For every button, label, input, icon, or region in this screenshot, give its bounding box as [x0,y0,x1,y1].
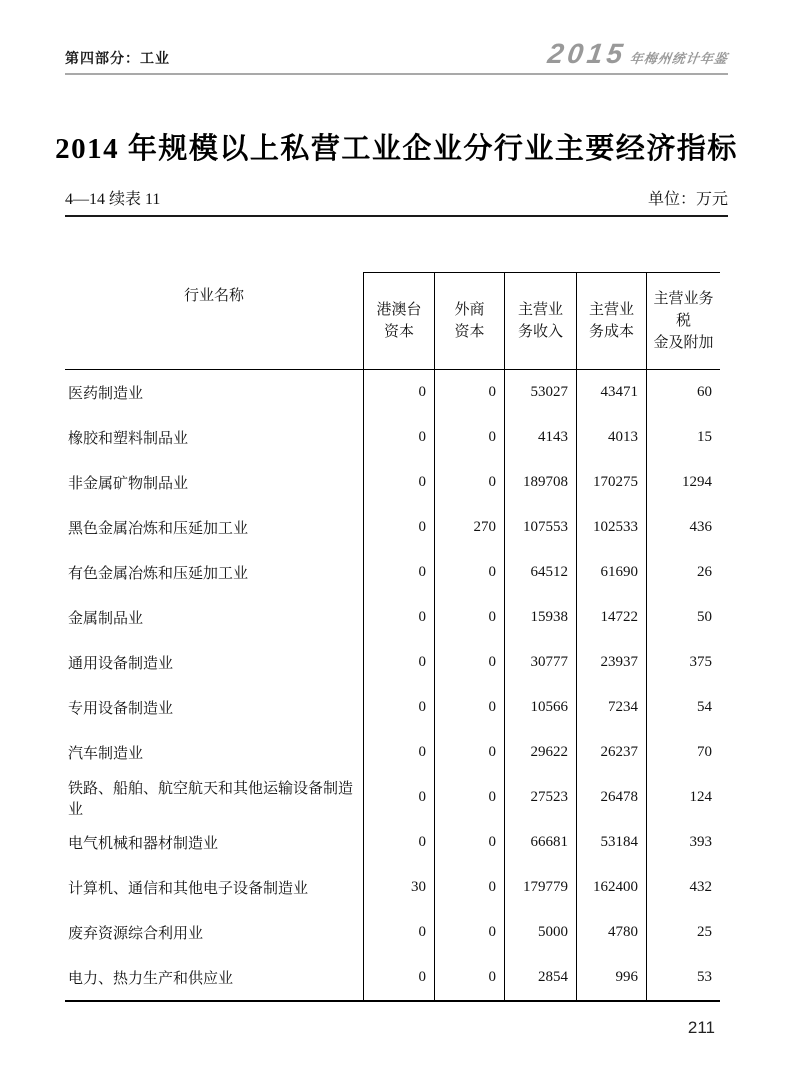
value-cell: 15938 [504,595,576,640]
value-cell: 54 [646,685,720,730]
header-line: 资本 [454,324,485,340]
industry-name-cell: 黑色金属冶炼和压延加工业 [68,521,249,537]
value-cell: 0 [363,730,434,775]
value-cell: 0 [434,415,504,460]
value-cell: 0 [434,370,504,415]
value-cell: 53027 [504,370,576,415]
value-cell: 15 [646,415,720,460]
value-cell: 10566 [504,685,576,730]
industry-name-cell: 橡胶和塑料制品业 [68,431,189,447]
value-cell: 1294 [646,460,720,505]
value-cell: 0 [434,820,504,865]
value-cell: 375 [646,640,720,685]
value-cell: 0 [363,415,434,460]
value-cell: 27523 [504,775,576,820]
value-cell: 26 [646,550,720,595]
value-cell: 996 [576,955,646,1000]
value-cell: 61690 [576,550,646,595]
value-cell: 64512 [504,550,576,595]
industry-name-cell: 金属制品业 [68,611,144,627]
value-cell: 7234 [576,685,646,730]
unit-label: 单位：万元 [647,191,728,208]
value-cell: 0 [363,595,434,640]
industry-name-cell: 电力、热力生产和供应业 [68,971,234,987]
value-cell: 0 [363,685,434,730]
industry-name-cell: 有色金属冶炼和压延加工业 [68,566,249,582]
table-subheader [65,186,728,217]
value-cell: 70 [646,730,720,775]
industry-name-cell: 非金属矿物制品业 [68,476,189,492]
value-cell: 432 [646,865,720,910]
industry-name-cell: 计算机、通信和其他电子设备制造业 [68,881,309,897]
column-header-industry-name: 行业名称 [65,272,363,370]
value-cell: 0 [434,550,504,595]
header-line: 金及附加 [653,335,714,351]
value-cell: 0 [363,775,434,820]
value-cell: 0 [363,505,434,550]
header-line: 务收入 [517,324,563,340]
value-cell: 26478 [576,775,646,820]
value-cell: 0 [363,370,434,415]
header-line: 外商 [454,302,485,318]
value-cell: 0 [434,460,504,505]
header-line: 主营业 [588,302,634,318]
value-cell: 0 [363,550,434,595]
running-header [65,40,728,75]
value-cell: 170275 [576,460,646,505]
column-header-tax-surcharge [646,272,720,370]
value-cell: 4780 [576,910,646,955]
value-cell: 0 [434,775,504,820]
value-cell: 0 [434,955,504,1000]
value-cell: 270 [434,505,504,550]
value-cell: 53 [646,955,720,1000]
page-title: 2014 年规模以上私营工业企业分行业主要经济指标 [55,133,738,165]
value-cell: 189708 [504,460,576,505]
value-cell: 0 [434,730,504,775]
industry-table [65,272,720,1002]
value-cell: 50 [646,595,720,640]
header-line: 港澳台 [376,302,422,318]
value-cell: 26237 [576,730,646,775]
value-cell: 0 [363,910,434,955]
value-cell: 30777 [504,640,576,685]
value-cell: 0 [363,820,434,865]
industry-name-cell: 废弃资源综合利用业 [68,926,204,942]
column-header-foreign-capital [434,272,504,370]
value-cell: 43471 [576,370,646,415]
section-label: 第四部分：工业 [65,50,170,66]
value-cell: 29622 [504,730,576,775]
value-cell: 66681 [504,820,576,865]
value-cell: 25 [646,910,720,955]
value-cell: 436 [646,505,720,550]
value-cell: 102533 [576,505,646,550]
industry-name-cell: 医药制造业 [68,386,144,402]
value-cell: 0 [363,640,434,685]
value-cell: 0 [363,460,434,505]
value-cell: 179779 [504,865,576,910]
yearbook-logo [545,38,729,69]
industry-name-cell: 专用设备制造业 [68,701,174,717]
value-cell: 14722 [576,595,646,640]
value-cell: 4013 [576,415,646,460]
column-header-main-revenue [504,272,576,370]
value-cell: 393 [646,820,720,865]
value-cell: 107553 [504,505,576,550]
value-cell: 5000 [504,910,576,955]
value-cell: 0 [434,685,504,730]
industry-name-cell: 铁路、船舶、航空航天和其他运输设备制造业 [68,780,354,818]
value-cell: 162400 [576,865,646,910]
value-cell: 0 [363,955,434,1000]
logo-suffix-text: 年梅州统计年鉴 [628,51,729,66]
value-cell: 23937 [576,640,646,685]
industry-name-cell: 汽车制造业 [68,746,144,762]
value-cell: 0 [434,640,504,685]
value-cell: 0 [434,595,504,640]
table-ref-label: 4—14 续表 11 [65,191,161,208]
value-cell: 2854 [504,955,576,1000]
column-header-main-cost [576,272,646,370]
logo-year-text: 2015 [545,38,629,69]
value-cell: 124 [646,775,720,820]
value-cell: 0 [434,865,504,910]
header-line: 主营业 [517,302,563,318]
page-number: 211 [687,1018,715,1037]
value-cell: 53184 [576,820,646,865]
industry-name-cell: 电气机械和器材制造业 [68,836,219,852]
value-cell: 30 [363,865,434,910]
header-line: 资本 [383,324,414,340]
industry-name-cell: 通用设备制造业 [68,656,174,672]
value-cell: 4143 [504,415,576,460]
header-line: 主营业务税 [653,291,714,329]
value-cell: 0 [434,910,504,955]
header-line: 务成本 [588,324,634,340]
value-cell: 60 [646,370,720,415]
column-header-hkmotw-capital [363,272,434,370]
